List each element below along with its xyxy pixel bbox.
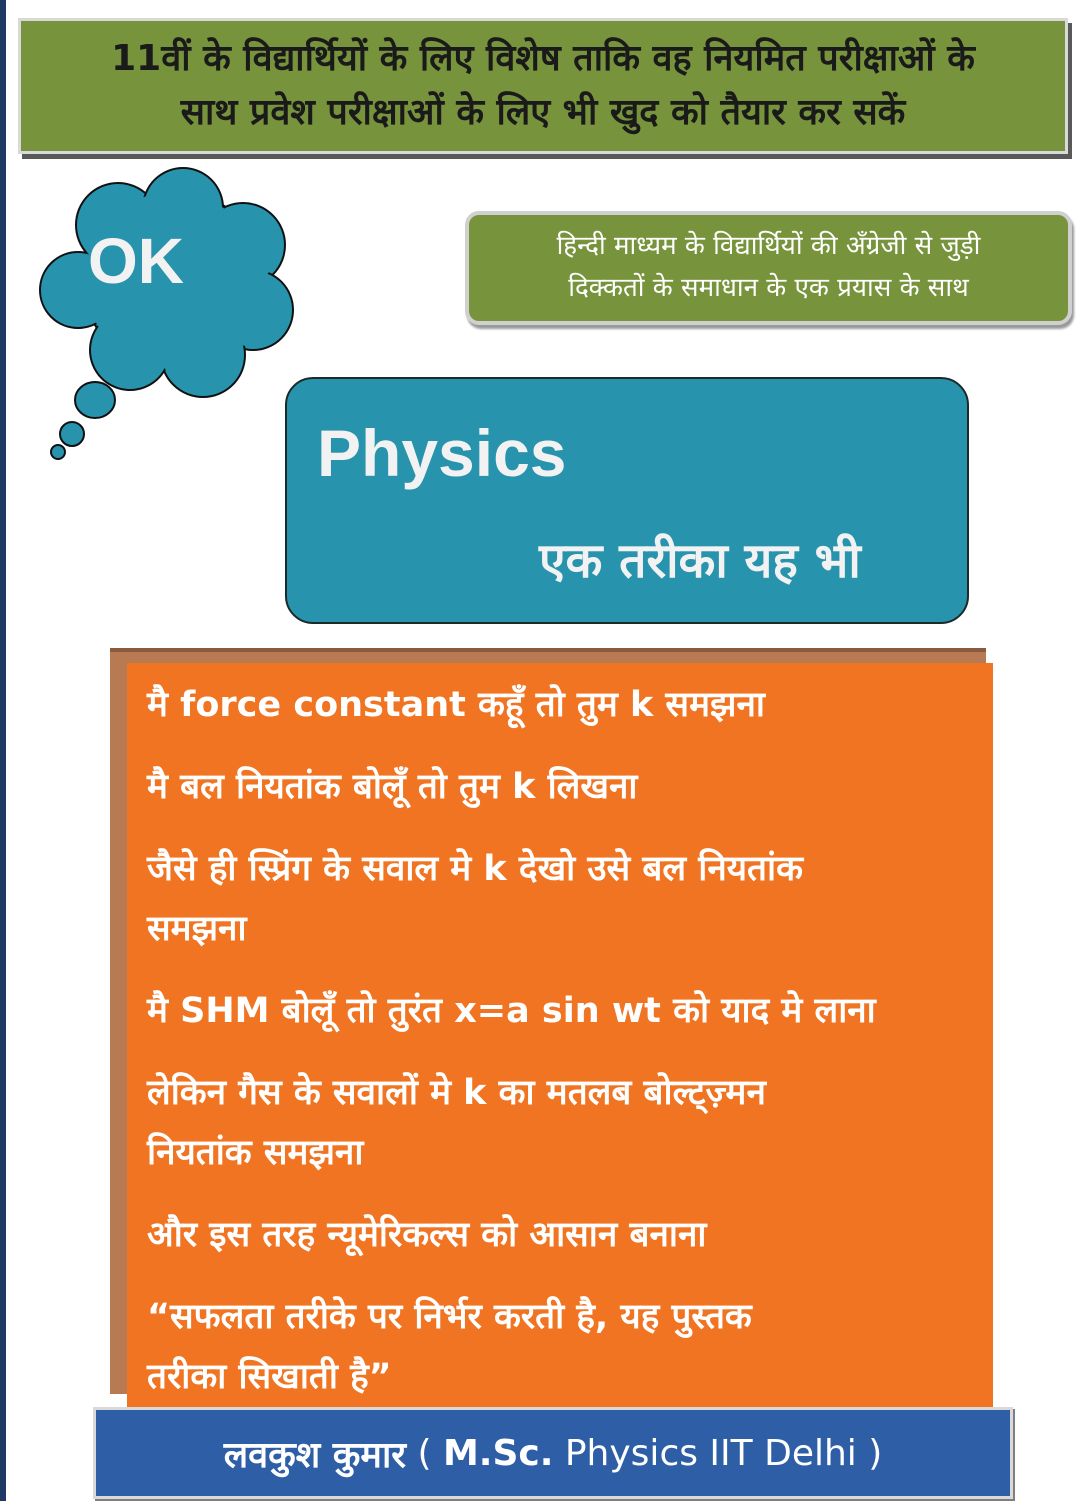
content-line: जैसे ही स्प्रिंग के सवाल मे k देखो उसे बल नियतांक [147, 849, 803, 889]
quote-line: तरीका सिखाती है” [147, 1357, 392, 1397]
book-title: Physics [317, 416, 567, 490]
title-box [285, 377, 969, 624]
subtitle-banner [465, 211, 1072, 325]
content-line: नियतांक समझना [147, 1133, 364, 1173]
header-line-2: साथ प्रवेश परीक्षाओं के लिए भी खुद को तैयार कर सकें [180, 92, 906, 133]
author-paren-open: ( [406, 1432, 443, 1474]
author-institution: Physics IIT Delhi ) [553, 1432, 883, 1474]
subtitle-line-1: हिन्दी माध्यम के विद्यार्थियों की अँग्रेजी से जुड़ी [556, 231, 981, 262]
quote-line: “सफलता तरीके पर निर्भर करती है, यह पुस्तक [147, 1297, 752, 1337]
left-border-rule [0, 0, 6, 1501]
content-line: समझना [147, 909, 247, 949]
content-line: लेकिन गैस के सवालों मे k का मतलब बोल्ट्ज़्मन [147, 1073, 766, 1113]
subtitle-line-2: दिक्कतों के समाधान के एक प्रयास के साथ [568, 273, 969, 303]
header-banner [18, 18, 1068, 154]
author-name: लवकुश कुमार [223, 1434, 407, 1476]
content-panel [127, 663, 993, 1408]
header-line-1: 11वीं के विद्यार्थियों के लिए विशेष ताकि वह नियमित परीक्षाओं के [111, 38, 975, 79]
content-line: मै force constant कहूँ तो तुम k समझना [147, 685, 765, 725]
content-line: मै बल नियतांक बोलूँ तो तुम k लिखना [147, 767, 638, 807]
author-degree: M.Sc. [442, 1432, 554, 1474]
cloud-text: OK [88, 225, 184, 297]
content-line: और इस तरह न्यूमेरिकल्स को आसान बनाना [147, 1215, 707, 1255]
thought-cloud-icon [38, 160, 308, 470]
book-subtitle: एक तरीका यह भी [539, 533, 861, 589]
author-footer [93, 1407, 1013, 1499]
content-line: मै SHM बोलूँ तो तुरंत x=a sin wt को याद मे लाना [147, 991, 876, 1031]
